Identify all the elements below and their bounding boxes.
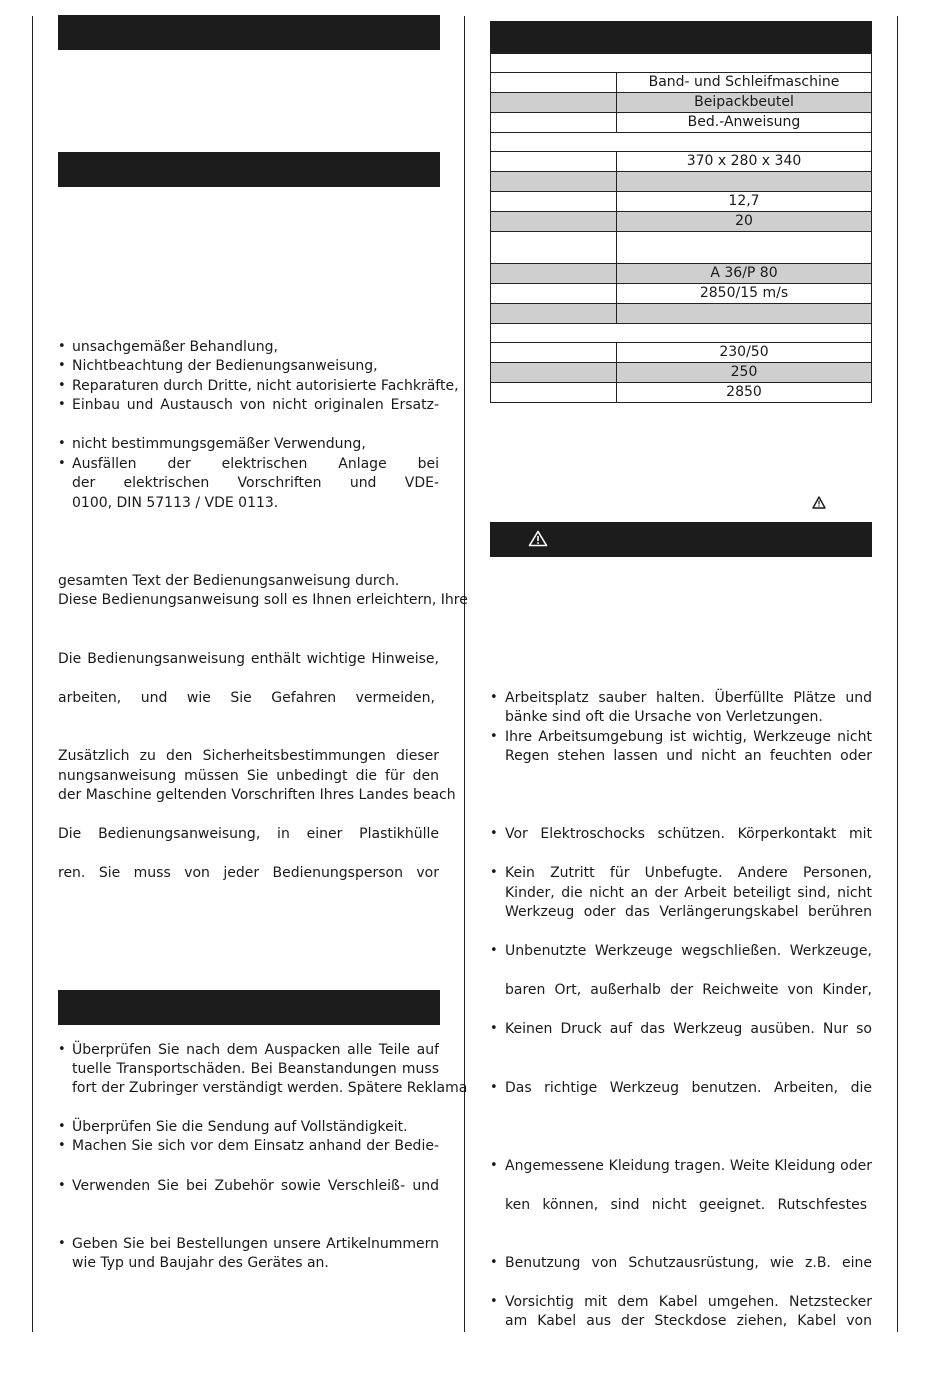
section-heading-bar-1 <box>58 15 440 50</box>
spec-group-header <box>491 324 872 343</box>
spec-row <box>491 152 872 172</box>
bullet-marker: • <box>490 690 498 705</box>
spec-value <box>617 232 872 264</box>
spec-row <box>491 363 872 383</box>
liability-item-6: Ausfällen der elektrischen Anlage bei <box>72 456 439 472</box>
bullet-marker: • <box>58 378 66 393</box>
bullet-marker: • <box>58 397 66 412</box>
spec-key <box>491 343 617 363</box>
safety-item-clothing: Angemessene Kleidung tragen. Weite Kleidung oder <box>505 1158 872 1174</box>
safety-item-unauthorized: Werkzeug oder das Verlängerungskabel berühren <box>505 904 872 920</box>
safety-item-unauthorized: Kein Zutritt für Unbefugte. Andere Personen, <box>505 865 872 881</box>
section-heading-bar-3 <box>58 990 440 1025</box>
bullet-marker: • <box>58 1178 66 1193</box>
center-column-rule <box>464 16 465 1332</box>
safety-item-cable: Vorsichtig mit dem Kabel umgehen. Netzstecker <box>505 1294 872 1310</box>
unpacking-item-5: wie Typ und Baujahr des Gerätes an. <box>72 1255 329 1271</box>
bullet-marker: • <box>490 1021 498 1036</box>
unpacking-item-1: fort der Zubringer verständigt werden. Spätere Reklama <box>72 1080 468 1096</box>
safety-item-workplace: Arbeitsplatz sauber halten. Überfüllte Plätze und <box>505 690 872 706</box>
left-margin-rule <box>32 16 33 1332</box>
section-heading-bar-2 <box>58 152 440 187</box>
safety-item-electroshock: Vor Elektroschocks schützen. Körperkontakt mit <box>505 826 872 842</box>
spec-key <box>491 363 617 383</box>
bullet-marker: • <box>58 1138 66 1153</box>
spec-key <box>491 264 617 284</box>
safety-item-protective-gear: Benutzung von Schutzausrüstung, wie z.B. eine <box>505 1255 872 1271</box>
spec-group-header <box>491 54 872 73</box>
liability-item-4: Einbau und Austausch von nicht originalen Ersatz- <box>72 397 439 413</box>
intro-text: der Maschine geltenden Vorschriften Ihres Landes beach <box>58 787 456 803</box>
spec-value: A 36/P 80 <box>617 264 872 284</box>
spec-row <box>491 343 872 363</box>
intro-text: Die Bedienungsanweisung enthält wichtige Hinweise, <box>58 651 439 667</box>
bullet-marker: • <box>490 1080 498 1095</box>
spec-key <box>491 232 617 264</box>
spec-row <box>491 212 872 232</box>
bullet-marker: • <box>490 1294 498 1309</box>
safety-item-no-pressure: Keinen Druck auf das Werkzeug ausüben. Nur so <box>505 1021 872 1037</box>
spec-value: 230/50 <box>617 343 872 363</box>
spec-row <box>491 54 872 73</box>
safety-item-workplace: bänke sind oft die Ursache von Verletzungen. <box>505 709 823 725</box>
unpacking-item-1: Überprüfen Sie nach dem Auspacken alle Teile auf <box>72 1042 439 1058</box>
intro-text: Zusätzlich zu den Sicherheitsbestimmungen dieser <box>58 748 439 764</box>
bullet-marker: • <box>58 358 66 373</box>
spec-value: Band- und Schleifmaschine <box>617 73 872 93</box>
intro-text: Die Bedienungsanweisung, in einer Plastikhülle <box>58 826 439 842</box>
spec-value: Beipackbeutel <box>617 93 872 113</box>
spec-key <box>491 73 617 93</box>
bullet-marker: • <box>58 1119 66 1134</box>
technical-data-heading-bar <box>490 21 872 53</box>
spec-key <box>491 152 617 172</box>
bullet-marker: • <box>490 826 498 841</box>
bullet-marker: • <box>58 1042 66 1057</box>
bullet-marker: • <box>58 339 66 354</box>
spec-value: 250 <box>617 363 872 383</box>
spec-value: 2850/15 m/s <box>617 284 872 304</box>
spec-value: 12,7 <box>617 192 872 212</box>
spec-key <box>491 113 617 133</box>
spec-key <box>491 172 617 192</box>
bullet-marker: • <box>58 1236 66 1251</box>
spec-key <box>491 93 617 113</box>
intro-text: Diese Bedienungsanweisung soll es Ihnen erleichtern, Ihre <box>58 592 468 608</box>
spec-value: Bed.-Anweisung <box>617 113 872 133</box>
spec-row <box>491 264 872 284</box>
safety-item-clothing: ken können, sind nicht geeignet. Rutschfestes <box>505 1197 867 1213</box>
spec-row <box>491 73 872 93</box>
unpacking-item-1: tuelle Transportschäden. Bei Beanstandungen muss <box>72 1061 439 1077</box>
bullet-marker: • <box>490 729 498 744</box>
spec-key <box>491 383 617 403</box>
right-margin-rule <box>897 16 898 1332</box>
spec-value <box>617 304 872 324</box>
spec-row <box>491 192 872 212</box>
liability-item-6-cont: 0100, DIN 57113 / VDE 0113. <box>72 495 279 511</box>
spec-key <box>491 304 617 324</box>
technical-data-table <box>490 53 872 403</box>
liability-item-5: nicht bestimmungsgemäßer Verwendung, <box>72 436 366 452</box>
spec-row <box>491 113 872 133</box>
safety-item-lock-tools: baren Ort, außerhalb der Reichweite von Kinder, <box>505 982 872 998</box>
safety-item-environment: Regen stehen lassen und nicht an feuchten oder <box>505 748 872 764</box>
spec-key <box>491 212 617 232</box>
unpacking-item-3: Machen Sie sich vor dem Einsatz anhand der Bedie- <box>72 1138 439 1154</box>
safety-item-cable: am Kabel aus der Steckdose ziehen, Kabel von <box>505 1313 872 1329</box>
intro-text: gesamten Text der Bedienungsanweisung durch. <box>58 573 400 589</box>
warning-triangle-icon <box>812 496 826 509</box>
spec-row <box>491 232 872 264</box>
bullet-marker: • <box>490 1255 498 1270</box>
warning-triangle-icon <box>528 530 548 547</box>
unpacking-item-2: Überprüfen Sie die Sendung auf Vollständigkeit. <box>72 1119 408 1135</box>
spec-row <box>491 383 872 403</box>
safety-item-environment: Ihre Arbeitsumgebung ist wichtig, Werkzeuge nicht <box>505 729 872 745</box>
bullet-marker: • <box>490 1158 498 1173</box>
intro-text: arbeiten, und wie Sie Gefahren vermeiden, <box>58 690 435 706</box>
spec-row <box>491 284 872 304</box>
spec-value: 2850 <box>617 383 872 403</box>
spec-row <box>491 93 872 113</box>
intro-text: ren. Sie muss von jeder Bedienungsperson vor <box>58 865 439 881</box>
liability-item-1: unsachgemäßer Behandlung, <box>72 339 278 355</box>
spec-key <box>491 192 617 212</box>
spec-key <box>491 284 617 304</box>
spec-value: 20 <box>617 212 872 232</box>
spec-row <box>491 304 872 324</box>
bullet-marker: • <box>490 865 498 880</box>
bullet-marker: • <box>490 943 498 958</box>
liability-item-3: Reparaturen durch Dritte, nicht autorisierte Fachkräfte, <box>72 378 459 394</box>
intro-text: nungsanweisung müssen Sie unbedingt die für den <box>58 768 439 784</box>
safety-item-right-tool: Das richtige Werkzeug benutzen. Arbeiten, die <box>505 1080 872 1096</box>
spec-row <box>491 172 872 192</box>
spec-row <box>491 133 872 152</box>
safety-item-lock-tools: Unbenutzte Werkzeuge wegschließen. Werkzeuge, <box>505 943 872 959</box>
liability-item-2: Nichtbeachtung der Bedienungsanweisung, <box>72 358 378 374</box>
safety-item-unauthorized: Kinder, die nicht an der Arbeit beteiligt sind, nicht <box>505 885 872 901</box>
liability-item-6-cont: der elektrischen Vorschriften und VDE- <box>72 475 439 491</box>
spec-value: 370 x 280 x 340 <box>617 152 872 172</box>
unpacking-item-5: Geben Sie bei Bestellungen unsere Artikelnummern <box>72 1236 439 1252</box>
spec-value <box>617 172 872 192</box>
spec-row <box>491 324 872 343</box>
spec-group-header <box>491 133 872 152</box>
unpacking-item-4: Verwenden Sie bei Zubehör sowie Verschleiß- und <box>72 1178 439 1194</box>
bullet-marker: • <box>58 436 66 451</box>
bullet-marker: • <box>58 456 66 471</box>
